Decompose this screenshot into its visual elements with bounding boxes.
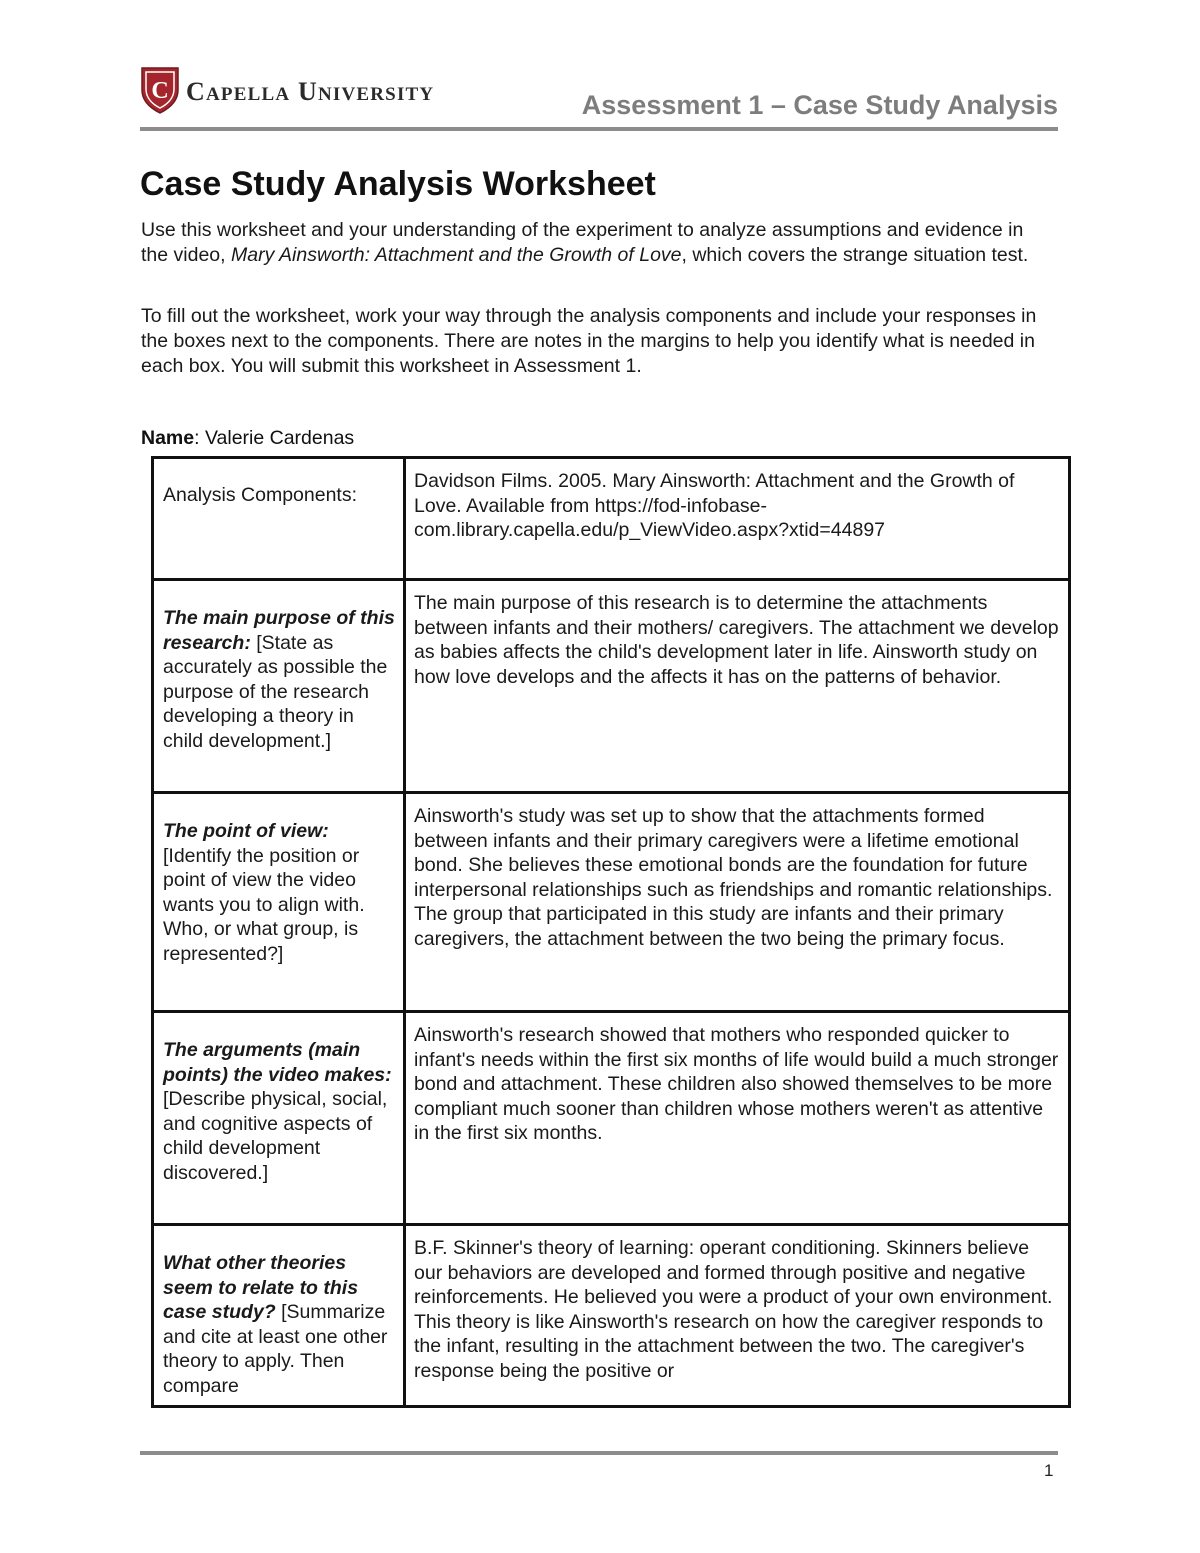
page-number: 1 [1044, 1461, 1054, 1480]
component-label-cell: The arguments (main points) the video makes: [Describe physical, social, and cognitive aspects of child development discovered.] [153, 1012, 405, 1225]
header-divider [140, 127, 1058, 131]
table-row [153, 580, 1070, 793]
student-name: Name: Valerie Cardenas [141, 427, 355, 449]
capella-logo [140, 66, 434, 114]
capella-shield-icon [140, 66, 180, 114]
response-cell[interactable]: Davidson Films. 2005. Mary Ainsworth: Attachment and the Growth of Love. Available from https://fod-infobase-com.library.capella.edu/p_ViewVideo.aspx?xtid=44897 [405, 458, 1070, 580]
assessment-title: Assessment 1 – Case Study Analysis [581, 90, 1058, 120]
footer-divider [140, 1451, 1058, 1455]
table-row [153, 458, 1070, 580]
component-label-cell: What other theories seem to relate to this case study? [Summarize and cite at least one other theory to apply. Then compare [153, 1225, 405, 1407]
intro-paragraph-2: To fill out the worksheet, work your way through the analysis components and include your responses in the boxes next to the components. There are notes in the margins to help you identify what is needed in each box. You will submit this worksheet in Assessment 1. [141, 305, 1037, 377]
component-label-cell: The main purpose of this research: [State as accurately as possible the purpose of the research developing a theory in child development.] [153, 580, 405, 793]
response-cell[interactable]: The main purpose of this research is to determine the attachments between infants and their mothers/ caregivers. The attachment we develop as babies affects the child's development later in life. Ainsworth study on how love develops and the affects it has on the patterns of behavior. [405, 580, 1070, 793]
response-cell[interactable]: Ainsworth's research showed that mothers who responded quicker to infant's needs within the first six months of life would build a much stronger bond and attachment. These children also showed themselves to be more compliant much sooner than children whose mothers weren't as attentive in the first six months. [405, 1012, 1070, 1225]
component-label-cell: The point of view: [Identify the position or point of view the video wants you to align with. Who, or what group, is represented?] [153, 793, 405, 1012]
worksheet-table [151, 456, 1071, 1408]
page-header [140, 66, 1058, 130]
table-row [153, 793, 1070, 1012]
response-cell[interactable]: Ainsworth's study was set up to show that the attachments formed between infants and their primary caregivers were a lifetime emotional bond. She believes these emotional bonds are the foundation for future interpersonal relationships such as friendships and romantic relationships. The group that participated in this study are infants and their primary caregivers, the attachment between the two being the primary focus. [405, 793, 1070, 1012]
table-row [153, 1012, 1070, 1225]
svg-text:C: C [151, 78, 169, 104]
logo-wordmark: CAPELLA UNIVERSITY [186, 77, 435, 106]
component-label-cell: Analysis Components: [153, 458, 405, 580]
page-title: Case Study Analysis Worksheet [140, 165, 656, 203]
table-row [153, 1225, 1070, 1407]
response-cell[interactable]: B.F. Skinner's theory of learning: operant conditioning. Skinners believe our behaviors are developed and formed through positive and negative reinforcements. He believed you were a product of your own environment. This theory is like Ainsworth's research on how the caregiver responds to the infant, resulting in the attachment between the two. The caregiver's response being the positive or [405, 1225, 1070, 1407]
video-title: Mary Ainsworth: Attachment and the Growth of Love [230, 244, 682, 266]
intro-paragraph-1: Use this worksheet and your understanding of the experiment to analyze assumptions and evidence in the video, Mary Ainsworth: Attachment and the Growth of Love, which covers the strange situation test. [141, 219, 1029, 266]
